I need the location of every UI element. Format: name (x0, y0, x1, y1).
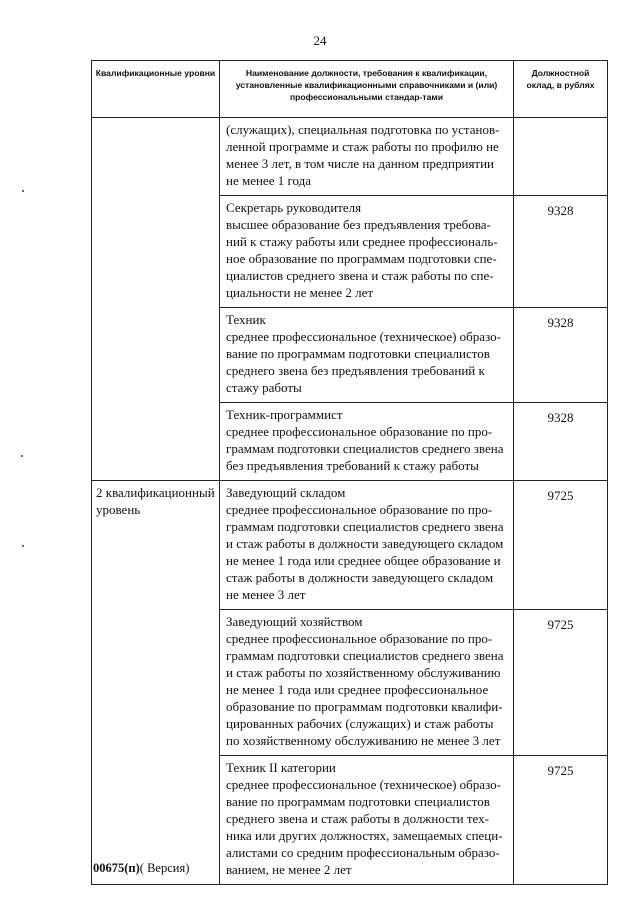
salary-cell (514, 118, 608, 196)
requirement-line: не менее 1 года или среднее общее образование и (226, 553, 501, 568)
qualification-level-cell (92, 118, 220, 481)
requirement-line: среднего звена без предъявления требований к (226, 363, 485, 378)
requirement-line: вание по программам подготовки специалистов (226, 794, 490, 809)
position-requirements-cell (220, 118, 514, 196)
requirement-line: ленной программе и стаж работы по профилю не (226, 139, 499, 154)
document-footer (93, 861, 189, 876)
scan-speck (21, 455, 23, 457)
requirement-line: ванием, не менее 2 лет (226, 862, 352, 877)
requirement-line: циальности не менее 2 лет (226, 285, 374, 300)
requirement-line: (служащих), специальная подготовка по установ- (226, 122, 500, 137)
requirement-line: вание по программам подготовки специалистов (226, 346, 490, 361)
table-row (92, 481, 608, 610)
requirement-line: алистами со средним профессиональным образо- (226, 845, 500, 860)
requirement-line: граммам подготовки специалистов среднего звена (226, 441, 504, 456)
salary-cell: 9725 (514, 481, 608, 610)
position-requirements-cell (220, 756, 514, 885)
requirement-line: среднего звена и стаж работы в должности тех- (226, 811, 489, 826)
requirement-line: и стаж работы в должности заведующего складом (226, 536, 504, 551)
position-requirements-cell (220, 308, 514, 403)
header-salary: Должностной оклад, в рублях (514, 61, 608, 118)
requirement-line: образование по программам подготовки квалифи- (226, 699, 503, 714)
table-header-row (92, 61, 608, 118)
scan-speck (22, 545, 24, 547)
requirement-line: по хозяйственному обслуживанию не менее 3 лет (226, 733, 501, 748)
header-position: Наименование должности, требования к квалификации, установленные квалификационными справочниками и (или) профессиональными стандар-тами (220, 61, 514, 118)
requirement-line: среднее профессиональное образование по про- (226, 502, 493, 517)
requirement-line: среднее профессиональное образование по про- (226, 631, 493, 646)
page-number: 24 (313, 33, 327, 48)
table-row (92, 118, 608, 196)
requirement-line: среднее профессиональное (техническое) образо- (226, 329, 501, 344)
requirement-line: ний к стажу работы или среднее профессиональ- (226, 234, 498, 249)
salary-cell: 9725 (514, 756, 608, 885)
position-requirements-cell (220, 610, 514, 756)
position-title: Секретарь руководителя (226, 200, 362, 215)
header-level: Квалификационные уровни (92, 61, 220, 118)
requirement-line: не менее 3 лет (226, 587, 306, 602)
salary-table (91, 60, 608, 885)
requirement-line: не менее 1 года или среднее профессиональное (226, 682, 489, 697)
requirement-line: циалистов среднего звена и стаж работы по спе- (226, 268, 494, 283)
position-title: Техник (226, 312, 266, 327)
requirement-line: менее 3 лет, в том числе на данном предприятии (226, 156, 495, 171)
document-code: 00675(п) (93, 861, 140, 875)
position-title: Заведующий хозяйством (226, 614, 363, 629)
requirement-line: высшее образование без предъявления требова- (226, 217, 491, 232)
position-requirements-cell (220, 196, 514, 308)
scan-speck (22, 190, 24, 192)
salary-cell: 9328 (514, 196, 608, 308)
salary-cell: 9328 (514, 308, 608, 403)
document-version: ( Версия) (139, 861, 190, 875)
position-title: Заведующий складом (226, 485, 346, 500)
qualification-level-cell: 2 квалификационный уровень (92, 481, 220, 885)
requirement-line: без предъявления требований к стажу работы (226, 458, 479, 473)
salary-cell: 9725 (514, 610, 608, 756)
requirement-line: среднее профессиональное (техническое) образо- (226, 777, 501, 792)
requirement-line: не менее 1 года (226, 173, 311, 188)
requirement-line: ника или других должностях, замещаемых специ- (226, 828, 503, 843)
requirement-line: и стаж работы по хозяйственному обслуживанию (226, 665, 501, 680)
position-title: Техник II категории (226, 760, 336, 775)
requirement-line: ное образование по программам подготовки спе- (226, 251, 497, 266)
position-requirements-cell (220, 481, 514, 610)
salary-cell: 9328 (514, 403, 608, 481)
requirement-line: граммам подготовки специалистов среднего звена (226, 648, 504, 663)
position-requirements-cell (220, 403, 514, 481)
requirement-line: стаж работы в должности заведующего складом (226, 570, 494, 585)
table-body (92, 118, 608, 885)
requirement-line: граммам подготовки специалистов среднего звена (226, 519, 504, 534)
requirement-line: стажу работы (226, 380, 302, 395)
position-title: Техник-программист (226, 407, 343, 422)
requirement-line: среднее профессиональное образование по про- (226, 424, 493, 439)
requirement-line: цированных рабочих (служащих) и стаж работы (226, 716, 494, 731)
